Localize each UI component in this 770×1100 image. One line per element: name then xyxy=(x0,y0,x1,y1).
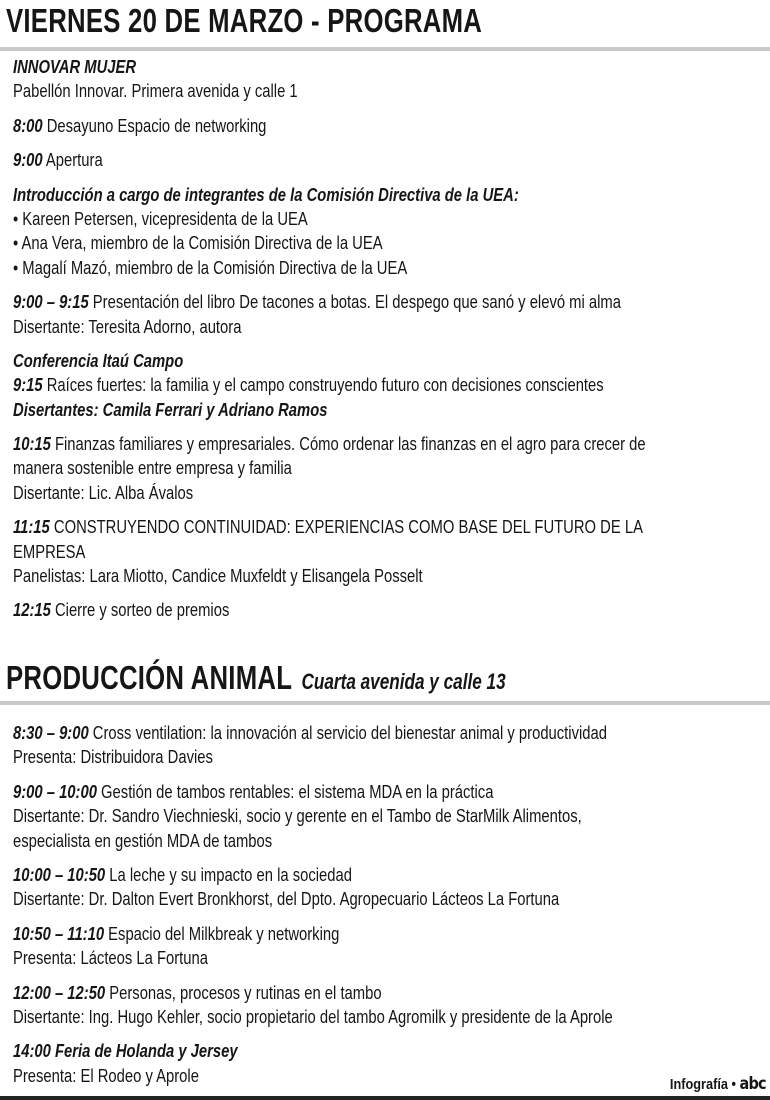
program-line xyxy=(13,481,646,505)
highlight-text: 9:00 – 9:15 xyxy=(13,291,89,313)
program-line xyxy=(13,114,646,138)
body-text: Panelistas: Lara Miotto, Candice Muxfeldt y Elisangela Posselt xyxy=(13,565,423,587)
program-item xyxy=(13,290,770,339)
program-line xyxy=(13,1039,613,1063)
program-item xyxy=(13,55,770,104)
body-text: Presenta: Distribuidora Davies xyxy=(13,746,213,768)
divider xyxy=(0,47,770,51)
program-line xyxy=(13,398,646,422)
body-text: Presentación del libro De tacones a botas. El despego que sanó y elevó mi alma xyxy=(88,291,621,313)
body-text: Cross ventilation: la innovación al servicio del bienestar animal y productividad xyxy=(88,722,607,743)
body-text: CONSTRUYENDO CONTINUIDAD: EXPERIENCIAS COMO BASE DEL FUTURO DE LA xyxy=(49,516,643,538)
page-title: VIERNES 20 DE MARZO - PROGRAMA xyxy=(6,2,483,39)
program-line xyxy=(13,432,646,456)
body-text: La leche y su impacto en la sociedad xyxy=(105,863,352,885)
highlight-text: 9:00 xyxy=(13,149,43,171)
program-line xyxy=(13,1064,613,1088)
highlight-text: Introducción a cargo de integrantes de la Comisión Directiva de la UEA: xyxy=(13,183,519,205)
program-item xyxy=(13,349,770,422)
program-line xyxy=(13,55,646,79)
body-text: Disertante: Dr. Sandro Viechnieski, socio y gerente en el Tambo de StarMilk Alimentos, xyxy=(13,805,582,827)
body-text: Disertante: Lic. Alba Ávalos xyxy=(13,481,194,503)
program-item xyxy=(13,515,770,588)
body-text: Presenta: El Rodeo y Aprole xyxy=(13,1064,199,1086)
section-heading: PRODUCCIÓN ANIMAL xyxy=(6,659,293,696)
abc-logo: abc xyxy=(739,1074,766,1094)
program-line xyxy=(13,721,613,745)
highlight-text: 9:15 xyxy=(13,374,43,396)
body-text: especialista en gestión MDA de tambos xyxy=(13,829,273,851)
highlight-text: Disertantes: Camila Ferrari y Adriano Ramos xyxy=(13,398,328,420)
program-item xyxy=(13,922,763,971)
program-line xyxy=(13,183,646,207)
program-line xyxy=(13,804,613,828)
program-line xyxy=(13,887,613,911)
body-text: Presenta: Lácteos La Fortuna xyxy=(13,947,208,969)
body-text: Gestión de tambos rentables: el sistema MDA en la práctica xyxy=(96,780,494,802)
body-text: Personas, procesos y rutinas en el tambo xyxy=(105,981,382,1003)
highlight-text: 10:50 – 11:10 xyxy=(13,922,105,944)
divider xyxy=(0,701,770,705)
program-item xyxy=(13,721,763,770)
program-item xyxy=(13,114,770,138)
highlight-text: INNOVAR MUJER xyxy=(13,56,137,77)
highlight-text: 9:00 – 10:00 xyxy=(13,780,97,802)
program-line xyxy=(13,780,613,804)
program-line xyxy=(13,148,646,172)
program-line xyxy=(13,349,646,373)
body-text: Disertante: Dr. Dalton Evert Bronkhorst, del Dpto. Agropecuario Lácteos La Fortuna xyxy=(13,888,560,910)
program-line xyxy=(13,231,646,255)
program-line xyxy=(13,256,646,280)
body-text: • Ana Vera, miembro de la Comisión Directiva de la UEA xyxy=(13,232,383,254)
highlight-text: 14:00 Feria de Holanda y Jersey xyxy=(13,1040,238,1062)
highlight-text: 8:30 – 9:00 xyxy=(13,722,89,743)
program-line xyxy=(13,207,646,231)
highlight-text: 12:00 – 12:50 xyxy=(13,981,106,1003)
highlight-text: 10:00 – 10:50 xyxy=(13,863,106,885)
program-line xyxy=(13,598,646,622)
body-text: Finanzas familiares y empresariales. Cómo ordenar las finanzas en el agro para crecer de xyxy=(50,433,646,455)
program-line xyxy=(13,540,646,564)
body-text: Raíces fuertes: la familia y el campo construyendo futuro con decisiones conscientes xyxy=(42,374,604,396)
body-text: • Kareen Petersen, vicepresidenta de la UEA xyxy=(13,207,308,229)
body-text: Disertante: Ing. Hugo Kehler, socio propietario del tambo Agromilk y presidente de la Aprole xyxy=(13,1005,613,1027)
program-line xyxy=(13,981,613,1005)
program-item xyxy=(13,981,763,1030)
program-line xyxy=(13,745,613,769)
body-text: EMPRESA xyxy=(13,540,86,562)
highlight-text: Conferencia Itaú Campo xyxy=(13,349,184,371)
credit-text: Infografía • xyxy=(670,1076,737,1093)
credit xyxy=(670,1074,766,1094)
highlight-text: 11:15 xyxy=(13,516,50,538)
section-title xyxy=(6,659,506,697)
highlight-text: 8:00 xyxy=(13,114,43,136)
program-line xyxy=(13,515,646,539)
bottom-rule xyxy=(0,1096,770,1100)
body-text: Apertura xyxy=(42,149,103,171)
body-text: Desayuno Espacio de networking xyxy=(42,114,267,136)
body-text: Disertante: Teresita Adorno, autora xyxy=(13,315,242,337)
program-item xyxy=(13,598,770,622)
program-line xyxy=(13,1005,613,1029)
program-line xyxy=(13,79,646,103)
program-line xyxy=(13,315,646,339)
body-text: Pabellón Innovar. Primera avenida y calle 1 xyxy=(13,80,298,102)
program-line xyxy=(13,946,613,970)
program-line xyxy=(13,829,613,853)
program-line xyxy=(13,564,646,588)
program-item xyxy=(13,780,763,853)
body-text: Cierre y sorteo de premios xyxy=(50,599,230,621)
body-text: • Magalí Mazó, miembro de la Comisión Directiva de la UEA xyxy=(13,256,408,278)
program-line xyxy=(13,373,646,397)
highlight-text: 12:15 xyxy=(13,599,51,621)
program-line xyxy=(13,922,613,946)
program-line xyxy=(13,863,613,887)
section-location: Cuarta avenida y calle 13 xyxy=(301,669,506,694)
program-item xyxy=(13,863,763,912)
produccion-animal-program xyxy=(13,721,763,1098)
program-item xyxy=(13,1039,763,1088)
program-line xyxy=(13,290,646,314)
highlight-text: 10:15 xyxy=(13,433,51,455)
body-text: manera sostenible entre empresa y familia xyxy=(13,457,292,479)
program-item xyxy=(13,432,770,505)
program-item xyxy=(13,183,770,281)
program-item xyxy=(13,148,770,172)
body-text: Espacio del Milkbreak y networking xyxy=(104,922,340,944)
innovar-mujer-program xyxy=(13,55,770,633)
program-line xyxy=(13,456,646,480)
